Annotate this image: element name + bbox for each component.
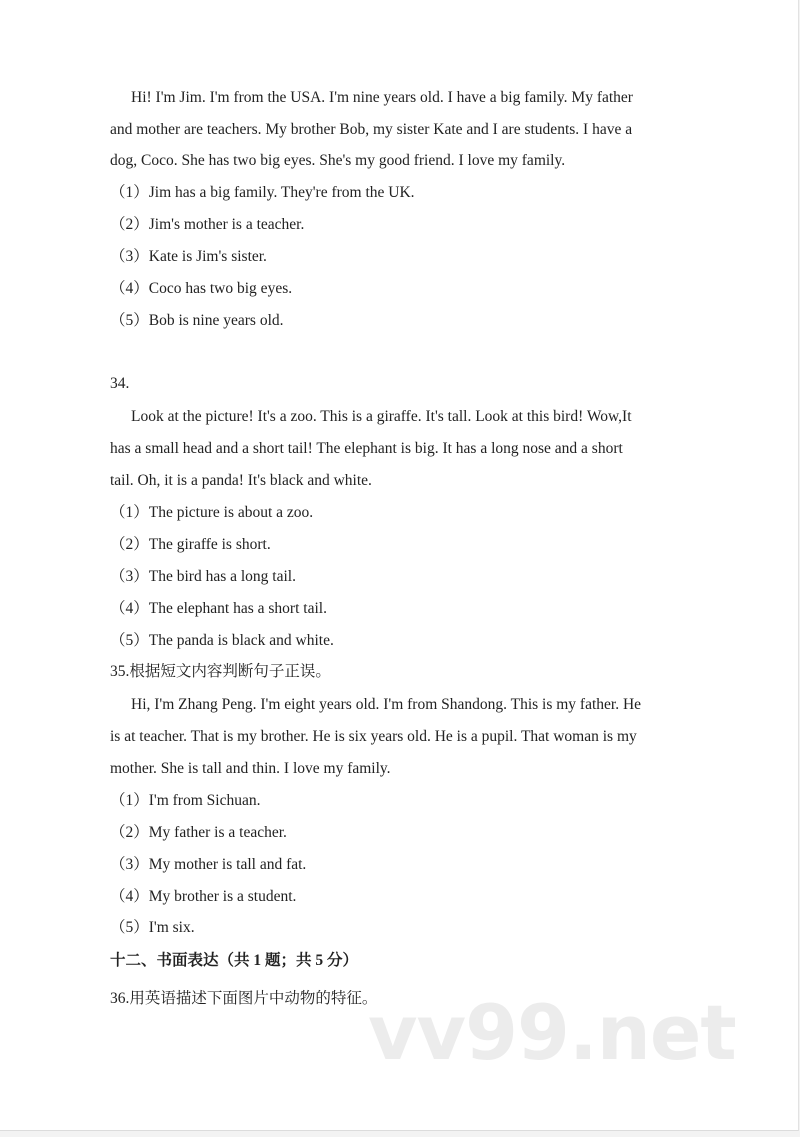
q34-passage-line: has a small head and a short tail! The elephant is big. It has a long nose and a short xyxy=(110,440,623,457)
q35-item: （4）My brother is a student. xyxy=(110,888,297,905)
q35-item: （1）I'm from Sichuan. xyxy=(110,792,261,809)
q34-item: （3）The bird has a long tail. xyxy=(110,568,296,585)
q35-heading: 35.根据短文内容判断句子正误。 xyxy=(110,663,331,680)
watermark: vv99.net xyxy=(368,988,736,1077)
q35-item: （2）My father is a teacher. xyxy=(110,824,287,841)
q33-item: （4）Coco has two big eyes. xyxy=(110,280,293,297)
q33-passage-line: dog, Coco. She has two big eyes. She's my good friend. I love my family. xyxy=(110,152,566,169)
q34-item: （1）The picture is about a zoo. xyxy=(110,504,314,521)
q35-item: （3）My mother is tall and fat. xyxy=(110,856,307,873)
q33-item: （5）Bob is nine years old. xyxy=(110,312,284,329)
q34-number: 34. xyxy=(110,375,130,392)
q35-passage-line: is at teacher. That is my brother. He is six years old. He is a pupil. That woman is my xyxy=(110,728,637,745)
q33-item: （2）Jim's mother is a teacher. xyxy=(110,216,305,233)
q34-item: （2）The giraffe is short. xyxy=(110,536,271,553)
q33-item: （3）Kate is Jim's sister. xyxy=(110,248,267,265)
q33-passage-line: and mother are teachers. My brother Bob, my sister Kate and I are students. I have a xyxy=(110,121,633,138)
q35-passage-line: Hi, I'm Zhang Peng. I'm eight years old. I'm from Shandong. This is my father. He xyxy=(131,696,642,713)
q35-item: （5）I'm six. xyxy=(110,919,195,936)
q34-passage-line: Look at the picture! It's a zoo. This is a giraffe. It's tall. Look at this bird! Wow,It xyxy=(131,408,632,425)
q36-prompt: 36.用英语描述下面图片中动物的特征。 xyxy=(110,990,378,1007)
section-heading: 十二、书面表达（共 1 题；共 5 分） xyxy=(110,952,359,969)
q34-item: （4）The elephant has a short tail. xyxy=(110,600,327,617)
q33-item: （1）Jim has a big family. They're from the UK. xyxy=(110,184,415,201)
q35-passage-line: mother. She is tall and thin. I love my family. xyxy=(110,760,391,777)
q34-item: （5）The panda is black and white. xyxy=(110,632,334,649)
q34-passage-line: tail. Oh, it is a panda! It's black and white. xyxy=(110,472,372,489)
q33-passage-line: Hi! I'm Jim. I'm from the USA. I'm nine years old. I have a big family. My father xyxy=(131,89,633,106)
